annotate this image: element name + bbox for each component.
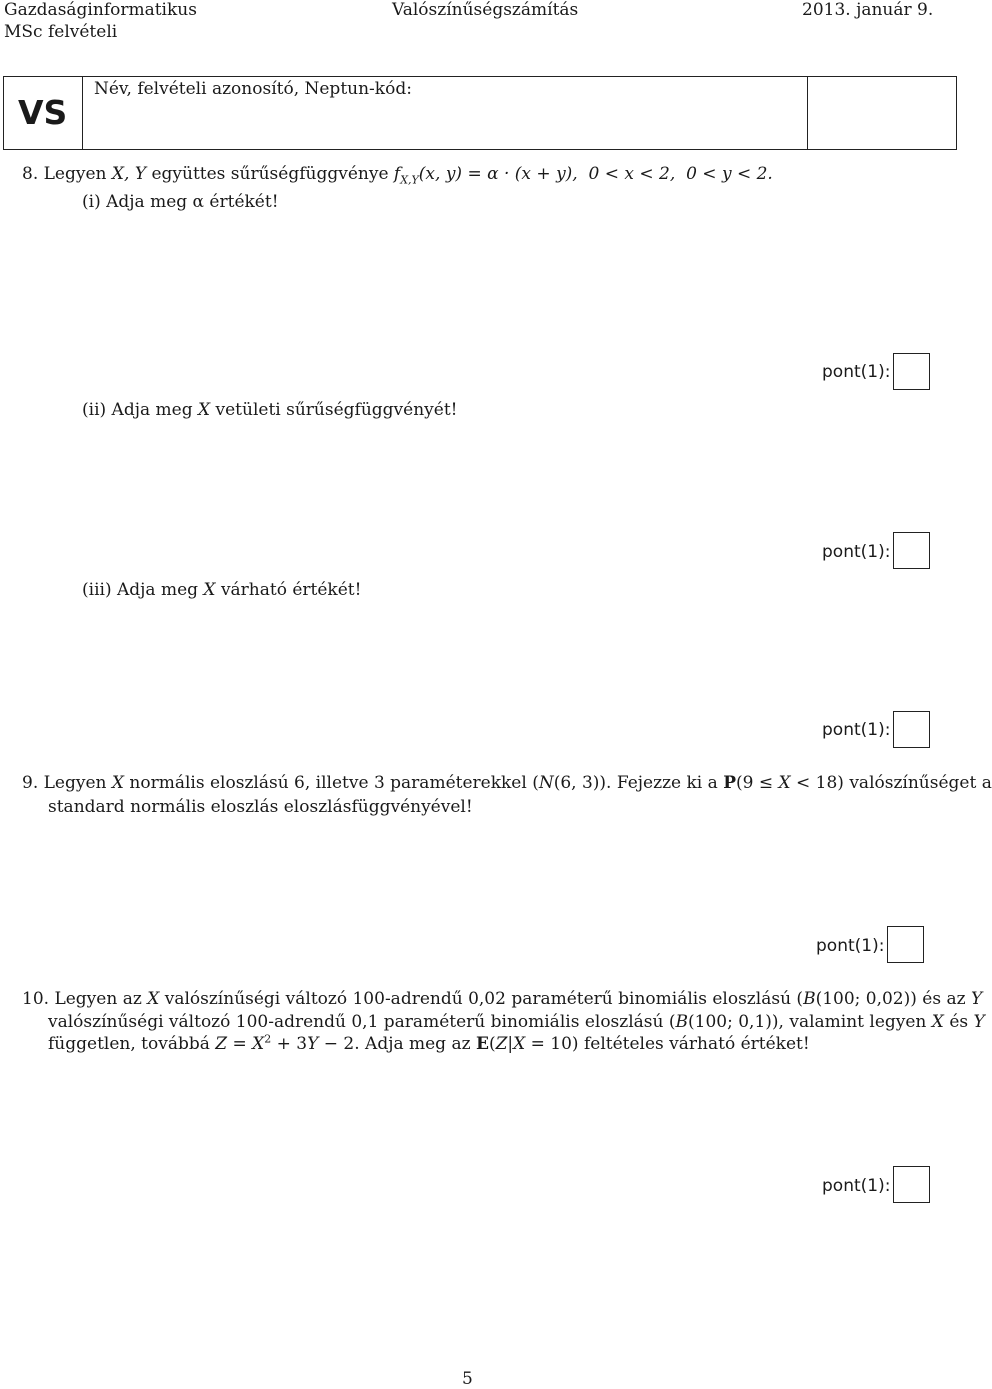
page-number: 5 [462,1369,473,1389]
score-label: pont(1): [822,362,891,382]
score-box[interactable] [893,711,930,748]
problem-number: 10. [22,989,50,1009]
problem-8-part-iii: (iii) Adja meg X várható értékét! [82,580,362,600]
score-box[interactable] [887,926,924,963]
name-field-label: Név, felvételi azonosító, Neptun-kód: [94,79,412,99]
name-box-divider-right [807,77,808,149]
problem-10-statement-line2: valószínűségi változó 100-adrendű 0,1 paraméterű binomiális eloszlású (B(100; 0,1)), valamint legyen X és Y [48,1012,985,1032]
header-exam: MSc felvételi [4,22,118,42]
score-box[interactable] [893,532,930,569]
problem-10-statement-line1: 10. Legyen az X valószínűségi változó 100-adrendű 0,02 paraméterű binomiális eloszlású (B(100; 0,02)) és az Y [22,989,983,1009]
header-date: 2013. január 9. [802,0,934,20]
problem-8-statement: 8. Legyen X, Y együttes sűrűségfüggvénye $f_{X,Y}(x$, y) = α · (x + y), 0 < x < 2, 0 < y < 2. [22,164,773,187]
score-label: pont(1): [822,542,891,562]
score-box[interactable] [893,353,930,390]
problem-10-statement-line3: független, továbbá $Z = X^2 + 3Y - 2$. Adja meg az E(Z|X = 10) feltételes várható értéket! [48,1032,810,1054]
problem-number: 8. [22,164,39,184]
problem-8-part-ii: (ii) Adja meg X vetületi sűrűségfüggvényét! [82,400,458,420]
problem-9-statement-line1: 9. Legyen X normális eloszlású 6, illetve 3 paraméterekkel (N(6, 3)). Fejezze ki a P(9 ≤ X < 18) valószínűséget a [22,773,992,793]
problem-8-part-i: (i) Adja meg α értékét! [82,192,279,212]
problem-9-statement-line2: standard normális eloszlás eloszlásfüggvényével! [48,797,473,817]
density-function: $f_{X,Y}$ [393,164,419,187]
header-subject: Valószínűségszámítás [392,0,579,20]
exam-variant: VS [18,93,68,132]
header-course: Gazdaságinformatikus [4,0,197,20]
score-label: pont(1): [822,1176,891,1196]
score-box[interactable] [893,1166,930,1203]
name-box [3,76,957,150]
score-label: pont(1): [822,720,891,740]
problem-number: 9. [22,773,39,793]
score-label: pont(1): [816,936,885,956]
name-box-divider-left [82,77,83,149]
